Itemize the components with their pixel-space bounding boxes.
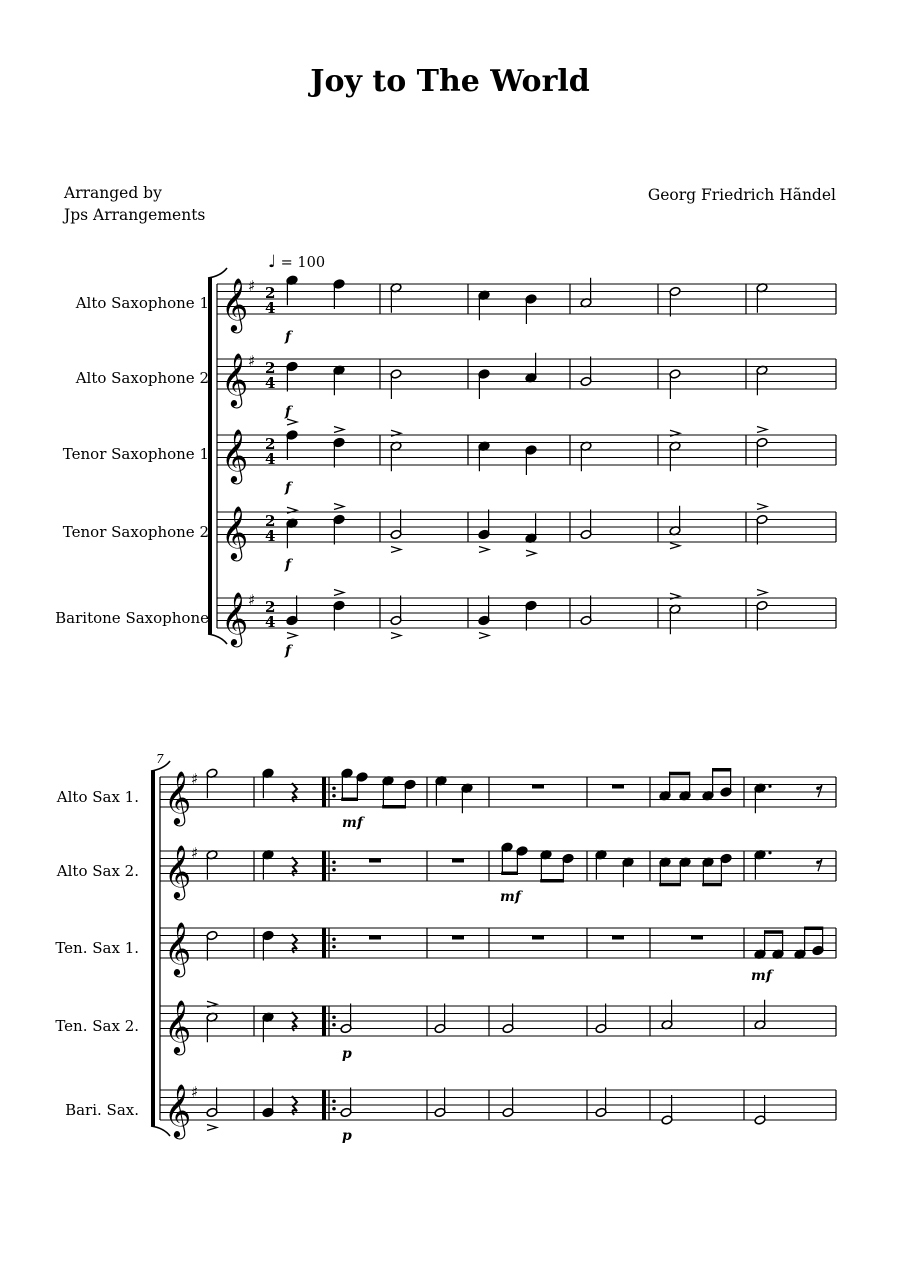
quarter-note-icon: ♩ [268, 252, 277, 272]
dynamic-marking: p [342, 1128, 352, 1144]
arranger-line-2: Jps Arrangements [64, 206, 206, 224]
treble-clef-icon: 𝄞 [221, 505, 249, 559]
dynamic-marking: f [285, 480, 292, 496]
accent-mark [287, 633, 297, 639]
dynamic-marking: f [285, 557, 292, 573]
whole-rest [532, 936, 544, 940]
dot [768, 851, 771, 854]
sharp-icon: ♯ [191, 770, 199, 788]
accent-mark [287, 419, 297, 425]
tempo-value: = 100 [280, 255, 326, 271]
measure-number: 7 [156, 752, 164, 766]
arranger-line-1: Arranged by [64, 184, 162, 202]
beam [659, 883, 680, 887]
repeat-barline [322, 777, 326, 807]
beam [669, 772, 690, 776]
accent-mark [334, 504, 344, 510]
treble-clef-icon: 𝄞 [221, 428, 249, 482]
repeat-barline [322, 851, 326, 881]
beam [341, 798, 357, 802]
time-signature-top: 2 [265, 359, 276, 377]
repeat-barline [322, 1006, 326, 1036]
repeat-dot [332, 945, 336, 949]
whole-rest [369, 859, 381, 863]
repeat-dot [332, 860, 336, 864]
repeat-barline [322, 1090, 326, 1120]
dynamic-marking: f [285, 329, 292, 345]
accent-mark [479, 633, 489, 639]
instrument-name: Ten. Sax 2. [55, 1017, 139, 1035]
instrument-name: Baritone Saxophone [55, 609, 209, 627]
repeat-dot [332, 1023, 336, 1027]
accent-mark [526, 550, 536, 556]
treble-clef-icon: 𝄞 [164, 844, 192, 898]
composer-credit: Georg Friedrich Hãndel [647, 186, 836, 204]
treble-clef-icon: 𝄞 [164, 1083, 192, 1137]
treble-clef-icon: 𝄞 [164, 921, 192, 975]
accent-mark [479, 547, 489, 553]
whole-rest [452, 936, 464, 940]
instrument-name: Alto Saxophone 2 [75, 369, 209, 387]
whole-rest [452, 859, 464, 863]
repeat-dot [332, 1015, 336, 1019]
time-signature-top: 2 [265, 512, 276, 530]
instrument-name: Alto Sax 1. [56, 788, 139, 806]
time-signature-bottom: 4 [265, 613, 276, 631]
accent-mark [757, 590, 767, 596]
dynamic-marking: f [285, 643, 292, 659]
instrument-name: Bari. Sax. [65, 1101, 139, 1119]
time-signature-top: 2 [265, 435, 276, 453]
repeat-dot [332, 1107, 336, 1111]
whole-rest [369, 936, 381, 940]
dynamic-marking: f [285, 404, 292, 420]
dot [768, 785, 771, 788]
beam [804, 927, 823, 931]
repeat-dot [332, 937, 336, 941]
beam [702, 883, 721, 887]
sharp-icon: ♯ [248, 591, 256, 609]
treble-clef-icon: 𝄞 [164, 999, 192, 1053]
instrument-name: Ten. Sax 1. [55, 939, 139, 957]
sharp-icon: ♯ [191, 1083, 199, 1101]
instrument-name: Tenor Saxophone 1 [62, 445, 209, 463]
accent-mark [757, 427, 767, 433]
instrument-name: Tenor Saxophone 2 [62, 523, 209, 541]
accent-mark [670, 543, 680, 549]
time-signature-bottom: 4 [265, 527, 276, 545]
time-signature-bottom: 4 [265, 374, 276, 392]
beam [540, 879, 563, 883]
sharp-icon: ♯ [248, 277, 256, 295]
beam [712, 768, 731, 772]
time-signature-top: 2 [265, 284, 276, 302]
whole-rest [532, 785, 544, 789]
whole-rest [612, 785, 624, 789]
dynamic-marking: p [342, 1046, 352, 1062]
sharp-icon: ♯ [248, 352, 256, 370]
repeat-dot [332, 1099, 336, 1103]
dynamic-marking: mf [500, 889, 521, 905]
treble-clef-icon: 𝄞 [221, 591, 249, 645]
instrument-name: Alto Sax 2. [56, 862, 139, 880]
accent-mark [391, 633, 401, 639]
accent-mark [391, 547, 401, 553]
whole-rest [691, 936, 703, 940]
sharp-icon: ♯ [191, 844, 199, 862]
treble-clef-icon: 𝄞 [221, 277, 249, 331]
repeat-dot [332, 868, 336, 872]
dynamic-marking: mf [751, 968, 772, 984]
time-signature-bottom: 4 [265, 450, 276, 468]
dynamic-marking: mf [342, 815, 363, 831]
instrument-name: Alto Saxophone 1 [75, 294, 209, 312]
repeat-dot [332, 786, 336, 790]
repeat-dot [332, 794, 336, 798]
accent-mark [207, 1125, 217, 1131]
accent-mark [757, 504, 767, 510]
whole-rest [612, 936, 624, 940]
time-signature-bottom: 4 [265, 299, 276, 317]
score-title: Joy to The World [310, 64, 590, 99]
beam [382, 805, 405, 809]
beam [764, 930, 783, 934]
beam [501, 872, 517, 876]
treble-clef-icon: 𝄞 [164, 770, 192, 824]
repeat-barline [322, 928, 326, 958]
treble-clef-icon: 𝄞 [221, 352, 249, 406]
accent-mark [334, 427, 344, 433]
time-signature-top: 2 [265, 598, 276, 616]
accent-mark [334, 590, 344, 596]
